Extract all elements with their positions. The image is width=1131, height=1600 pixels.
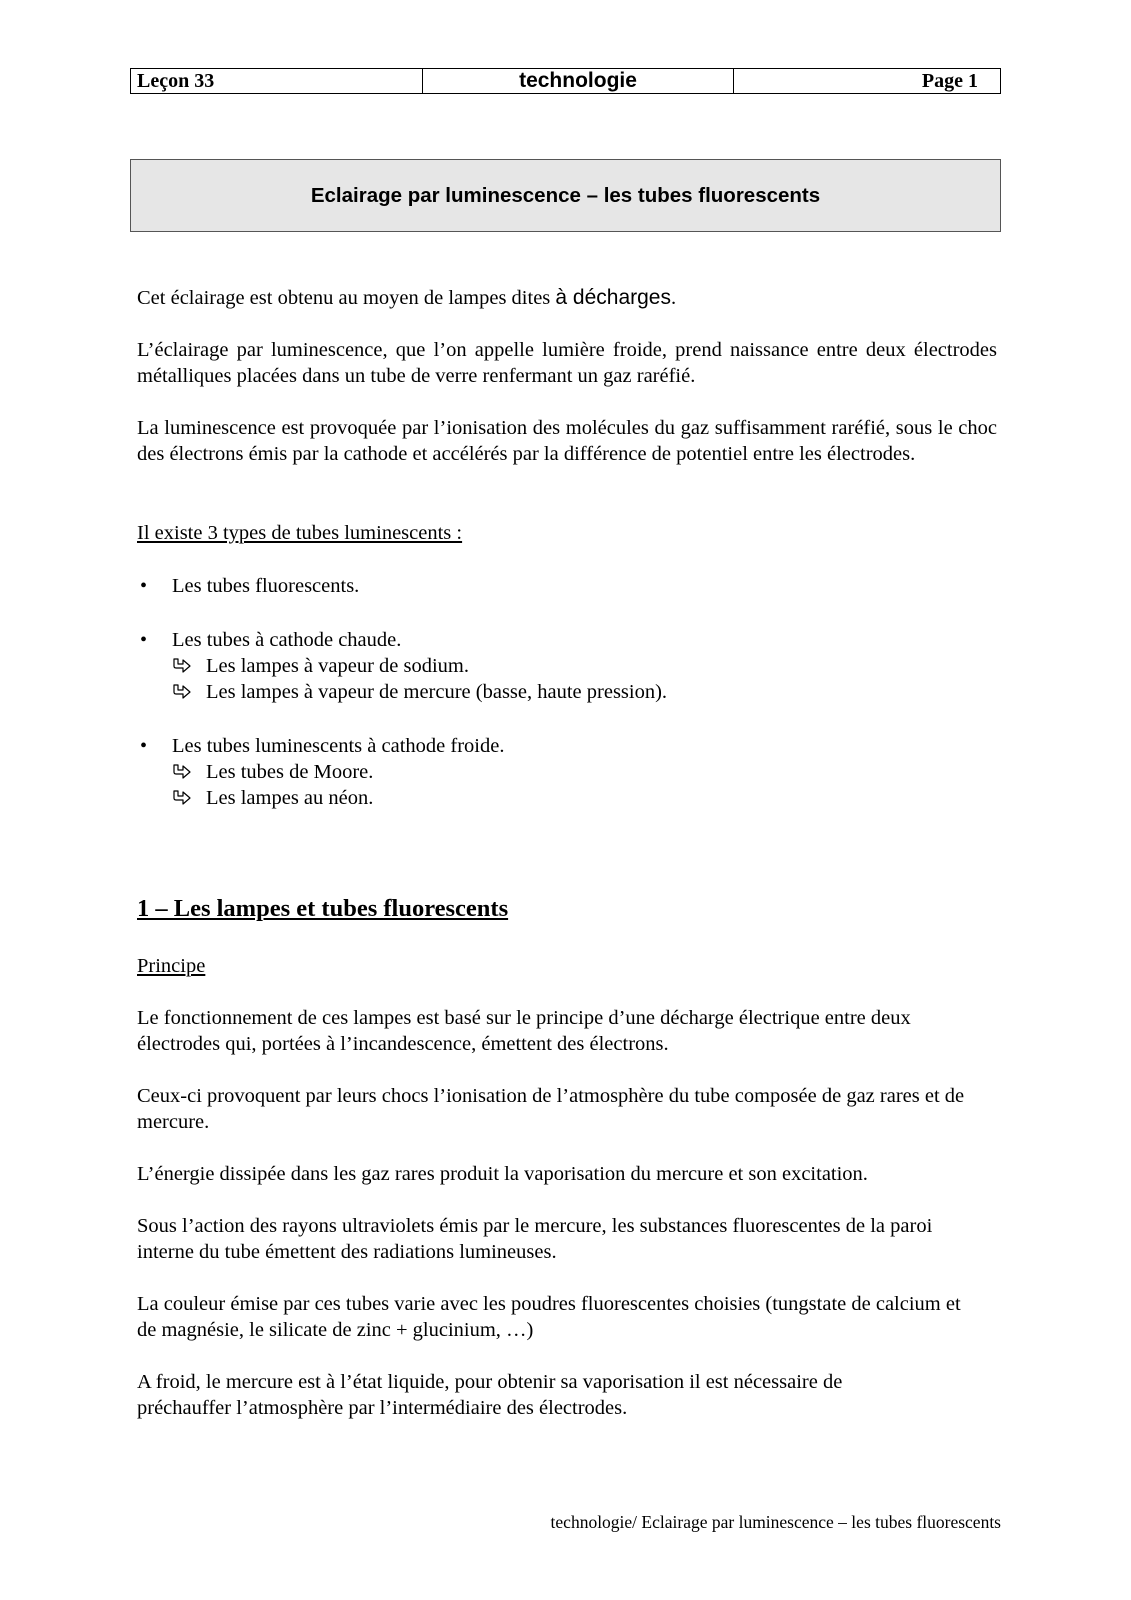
section-subheading: Principe: [137, 955, 206, 977]
principle-paragraph-2: Ceux-ci provoquent par leurs chocs l’ionisation de l’atmosphère du tube composée de gaz rares et de mercure.: [137, 1085, 965, 1133]
principle-paragraph-3: L’énergie dissipée dans les gaz rares produit la vaporisation du mercure et son excitation.: [137, 1163, 868, 1185]
page-number: Page 1: [921, 69, 978, 92]
list-item-label: Les tubes fluorescents.: [172, 575, 360, 597]
bullet-dot-icon: •: [140, 575, 148, 597]
sub-list-item-label: Les lampes à vapeur de mercure (basse, haute pression).: [206, 681, 668, 703]
list-item-label: Les tubes à cathode chaude.: [172, 629, 402, 651]
types-heading: Il existe 3 types de tubes luminescents :: [137, 522, 463, 544]
sub-list-item-label: Les lampes au néon.: [206, 787, 374, 809]
sub-list-item-label: Les tubes de Moore.: [206, 761, 374, 783]
bullet-dot-icon: •: [140, 629, 148, 651]
hollow-arrow-icon: [172, 683, 192, 701]
intro-p1-end: .: [671, 287, 677, 309]
intro-p1-text: Cet éclairage est obtenu au moyen de lampes dites: [137, 287, 556, 309]
intro-paragraph-1: [137, 285, 997, 311]
intro-paragraph-3: La luminescence est provoquée par l’ionisation des molécules du gaz suffisamment raréfié, sous le choc des électrons émis par la cathode et accélérés par la différence de potentiel entre les électrodes.: [137, 417, 997, 465]
sub-list-item-label: Les lampes à vapeur de sodium.: [206, 655, 470, 677]
principle-paragraph-1: Le fonctionnement de ces lampes est basé sur le principe d’une décharge électrique entre deux électrodes qui, portées à l’incandescence, émettent des électrons.: [137, 1007, 911, 1055]
hollow-arrow-icon: [172, 763, 192, 781]
principle-paragraph-5: La couleur émise par ces tubes varie avec les poudres fluorescentes choisies (tungstate de calcium et de magnésie, le silicate de zinc + glucinium, …): [137, 1293, 961, 1341]
principle-paragraph-6: A froid, le mercure est à l’état liquide, pour obtenir sa vaporisation il est nécessaire de préchauffer l’atmosphère par l’intermédiaire des électrodes.: [137, 1371, 843, 1419]
bullet-dot-icon: •: [140, 735, 148, 757]
hollow-arrow-icon: [172, 789, 192, 807]
principle-paragraph-4: Sous l’action des rayons ultraviolets émis par le mercure, les substances fluorescentes de la paroi interne du tube émettent des radiations lumineuses.: [137, 1215, 933, 1263]
section-heading: 1 – Les lampes et tubes fluorescents: [137, 895, 509, 922]
intro-p1-term: à décharges: [555, 286, 671, 309]
intro-paragraph-2: L’éclairage par luminescence, que l’on appelle lumière froide, prend naissance entre deux électrodes métalliques placées dans un tube de verre renfermant un gaz raréfié.: [137, 339, 997, 387]
lesson-number: Leçon 33: [131, 69, 423, 93]
subject-label: technologie: [423, 69, 734, 93]
hollow-arrow-icon: [172, 657, 192, 675]
page-footer: technologie/ Eclairage par luminescence – les tubes fluorescents: [550, 1512, 1001, 1532]
list-item-label: Les tubes luminescents à cathode froide.: [172, 735, 505, 757]
header-table: [130, 68, 1001, 94]
document-title: Eclairage par luminescence – les tubes fluorescents: [130, 159, 1001, 232]
